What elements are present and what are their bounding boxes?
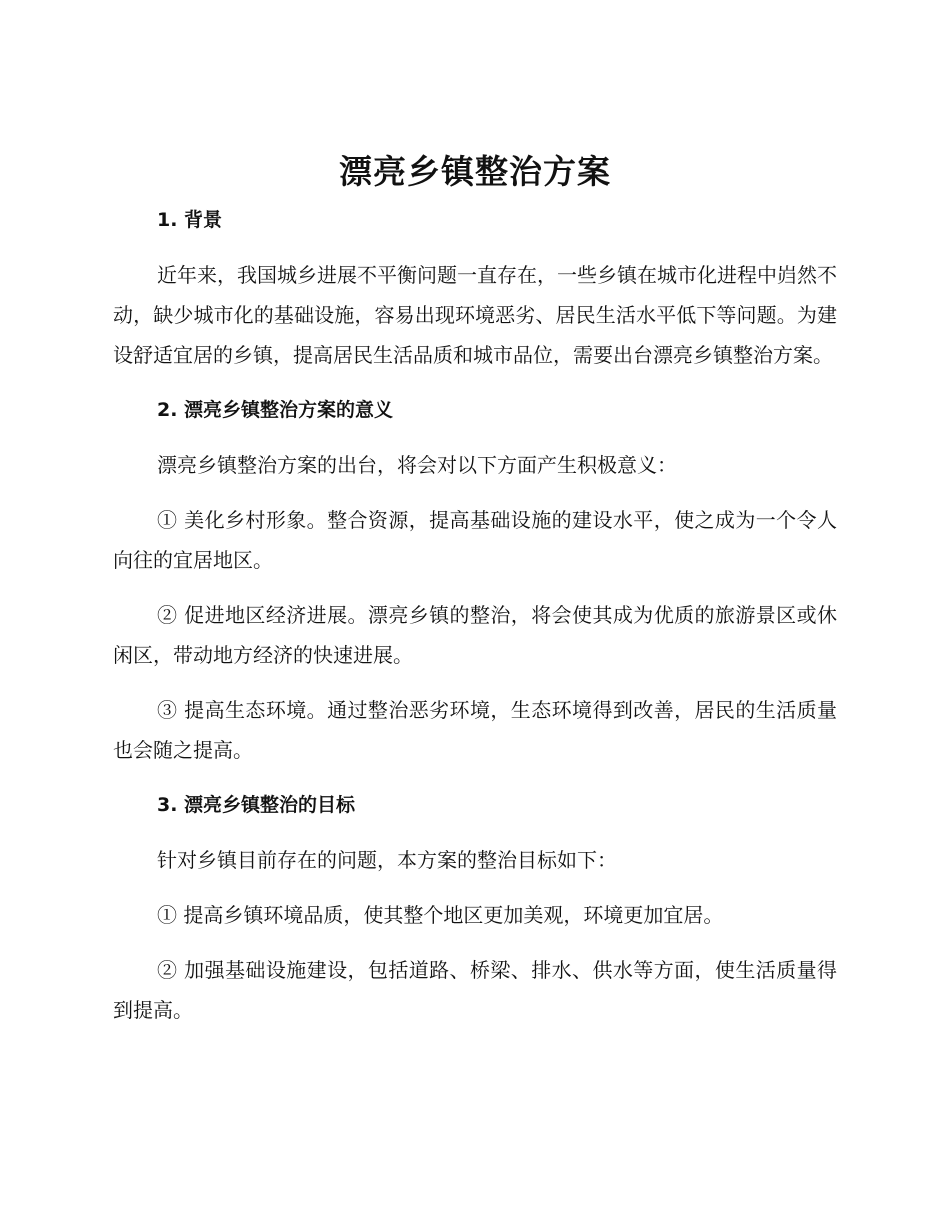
paragraph: ② 加强基础设施建设，包括道路、桥梁、排水、供水等方面，使生活质量得到提高。 [113, 958, 837, 1022]
document-title: 漂亮乡镇整治方案 [339, 152, 611, 191]
paragraph: ③ 提高生态环境。通过整治恶劣环境，生态环境得到改善，居民的生活质量也会随之提高。 [113, 698, 837, 762]
section-significance [113, 390, 837, 770]
section-goals [113, 785, 837, 1030]
paragraph: ① 提高乡镇环境品质，使其整个地区更加美观，环境更加宜居。 [157, 903, 724, 927]
paragraph: 漂亮乡镇整治方案的出台，将会对以下方面产生积极意义： [157, 453, 677, 477]
section-heading: 1. 背景 [157, 209, 223, 231]
section-heading: 3. 漂亮乡镇整治的目标 [157, 794, 356, 816]
paragraph: 针对乡镇目前存在的问题，本方案的整治目标如下： [157, 848, 617, 872]
document-body [113, 200, 837, 1045]
section-background [113, 200, 837, 375]
paragraph: ① 美化乡村形象。整合资源，提高基础设施的建设水平，使之成为一个令人向往的宜居地区。 [113, 508, 837, 572]
paragraph: 近年来，我国城乡进展不平衡问题一直存在，一些乡镇在城市化进程中岿然不动，缺少城市化的基础设施，容易出现环境恶劣、居民生活水平低下等问题。为建设舒适宜居的乡镇，提高居民生活品质和城市品位，需要出台漂亮乡镇整治方案。 [113, 263, 837, 367]
section-heading: 2. 漂亮乡镇整治方案的意义 [157, 399, 394, 421]
paragraph: ② 促进地区经济进展。漂亮乡镇的整治，将会使其成为优质的旅游景区或休闲区，带动地方经济的快速进展。 [113, 603, 837, 667]
